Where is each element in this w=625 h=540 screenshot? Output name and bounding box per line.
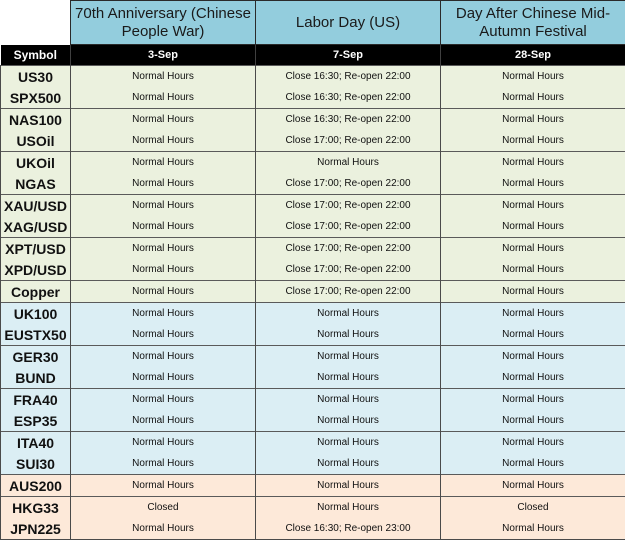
schedule-cell: Closed — [441, 497, 625, 519]
schedule-cell: Normal Hours — [441, 410, 625, 432]
schedule-body — [1, 66, 625, 540]
schedule-cell: Normal Hours — [71, 410, 256, 432]
schedule-cell: Normal Hours — [256, 389, 441, 411]
schedule-cell: Normal Hours — [441, 281, 625, 303]
schedule-cell: Close 16:30; Re-open 23:00 — [256, 518, 441, 540]
symbol-cell: ITA40 — [1, 432, 71, 454]
schedule-cell: Normal Hours — [441, 152, 625, 174]
table-row — [1, 173, 625, 195]
schedule-cell: Normal Hours — [71, 66, 256, 88]
schedule-cell: Normal Hours — [71, 453, 256, 475]
schedule-cell: Normal Hours — [256, 432, 441, 454]
symbol-cell: XAG/USD — [1, 216, 71, 238]
table-row — [1, 66, 625, 88]
schedule-cell: Normal Hours — [441, 367, 625, 389]
schedule-cell: Normal Hours — [71, 109, 256, 131]
schedule-cell: Close 17:00; Re-open 22:00 — [256, 173, 441, 195]
schedule-cell: Normal Hours — [256, 367, 441, 389]
symbol-cell: USOil — [1, 130, 71, 152]
schedule-cell: Normal Hours — [441, 389, 625, 411]
table-row — [1, 238, 625, 260]
schedule-cell: Normal Hours — [256, 497, 441, 519]
schedule-cell: Normal Hours — [256, 346, 441, 368]
table-row — [1, 324, 625, 346]
date-header-row — [1, 45, 625, 66]
table-row — [1, 87, 625, 109]
table-row — [1, 152, 625, 174]
table-row — [1, 367, 625, 389]
table-row — [1, 453, 625, 475]
schedule-cell: Normal Hours — [441, 518, 625, 540]
holiday-header-row — [1, 1, 625, 45]
date-header-3: 28-Sep — [441, 45, 625, 66]
symbol-cell: XPD/USD — [1, 259, 71, 281]
table-row — [1, 432, 625, 454]
symbol-cell: ESP35 — [1, 410, 71, 432]
table-row — [1, 216, 625, 238]
symbol-cell: UKOil — [1, 152, 71, 174]
schedule-cell: Normal Hours — [441, 173, 625, 195]
table-row — [1, 259, 625, 281]
schedule-cell: Close 16:30; Re-open 22:00 — [256, 87, 441, 109]
symbol-cell: EUSTX50 — [1, 324, 71, 346]
date-header-2: 7-Sep — [256, 45, 441, 66]
schedule-cell: Normal Hours — [441, 109, 625, 131]
date-header-1: 3-Sep — [71, 45, 256, 66]
symbol-cell: JPN225 — [1, 518, 71, 540]
symbol-cell: UK100 — [1, 303, 71, 325]
schedule-cell: Normal Hours — [71, 130, 256, 152]
schedule-cell: Close 16:30; Re-open 22:00 — [256, 66, 441, 88]
schedule-cell: Normal Hours — [441, 324, 625, 346]
schedule-cell: Normal Hours — [256, 410, 441, 432]
schedule-cell: Normal Hours — [71, 281, 256, 303]
schedule-cell: Normal Hours — [71, 518, 256, 540]
symbol-cell: NGAS — [1, 173, 71, 195]
schedule-cell: Normal Hours — [71, 152, 256, 174]
table-row — [1, 130, 625, 152]
schedule-cell: Normal Hours — [441, 87, 625, 109]
schedule-cell: Close 17:00; Re-open 22:00 — [256, 281, 441, 303]
schedule-cell: Normal Hours — [71, 303, 256, 325]
schedule-cell: Normal Hours — [441, 66, 625, 88]
schedule-cell: Normal Hours — [256, 303, 441, 325]
table-row — [1, 410, 625, 432]
schedule-cell: Close 17:00; Re-open 22:00 — [256, 130, 441, 152]
schedule-cell: Close 17:00; Re-open 22:00 — [256, 238, 441, 260]
schedule-cell: Normal Hours — [441, 346, 625, 368]
schedule-cell: Normal Hours — [71, 389, 256, 411]
schedule-cell: Normal Hours — [71, 346, 256, 368]
symbol-cell: SPX500 — [1, 87, 71, 109]
schedule-cell: Normal Hours — [441, 238, 625, 260]
schedule-cell: Close 17:00; Re-open 22:00 — [256, 216, 441, 238]
schedule-cell: Close 17:00; Re-open 22:00 — [256, 195, 441, 217]
symbol-cell: XPT/USD — [1, 238, 71, 260]
schedule-cell: Normal Hours — [256, 475, 441, 497]
schedule-cell: Normal Hours — [441, 453, 625, 475]
schedule-cell: Normal Hours — [71, 324, 256, 346]
schedule-cell: Normal Hours — [71, 216, 256, 238]
schedule-cell: Normal Hours — [71, 195, 256, 217]
symbol-cell: AUS200 — [1, 475, 71, 497]
schedule-cell: Normal Hours — [256, 324, 441, 346]
schedule-cell: Normal Hours — [71, 259, 256, 281]
schedule-cell: Normal Hours — [71, 173, 256, 195]
symbol-cell: Copper — [1, 281, 71, 303]
symbol-cell: FRA40 — [1, 389, 71, 411]
symbol-cell: BUND — [1, 367, 71, 389]
symbol-cell: NAS100 — [1, 109, 71, 131]
table-row — [1, 497, 625, 519]
schedule-cell: Normal Hours — [71, 475, 256, 497]
table-row — [1, 346, 625, 368]
schedule-cell: Normal Hours — [256, 152, 441, 174]
header-corner — [1, 1, 71, 45]
schedule-cell: Close 17:00; Re-open 22:00 — [256, 259, 441, 281]
holiday-header-2: Labor Day (US) — [256, 1, 441, 45]
symbol-cell: XAU/USD — [1, 195, 71, 217]
schedule-cell: Normal Hours — [441, 195, 625, 217]
symbol-column-header: Symbol — [1, 45, 71, 66]
schedule-cell: Normal Hours — [256, 453, 441, 475]
schedule-cell: Normal Hours — [71, 87, 256, 109]
table-row — [1, 303, 625, 325]
schedule-cell: Normal Hours — [441, 216, 625, 238]
schedule-cell: Normal Hours — [71, 367, 256, 389]
schedule-cell: Normal Hours — [441, 432, 625, 454]
schedule-cell: Normal Hours — [71, 238, 256, 260]
schedule-cell: Normal Hours — [441, 130, 625, 152]
table-row — [1, 281, 625, 303]
schedule-cell: Close 16:30; Re-open 22:00 — [256, 109, 441, 131]
schedule-cell: Normal Hours — [441, 259, 625, 281]
symbol-cell: HKG33 — [1, 497, 71, 519]
schedule-cell: Closed — [71, 497, 256, 519]
symbol-cell: US30 — [1, 66, 71, 88]
table-row — [1, 195, 625, 217]
table-row — [1, 389, 625, 411]
table-row — [1, 475, 625, 497]
holiday-header-3: Day After Chinese Mid-Autumn Festival — [441, 1, 625, 45]
symbol-cell: GER30 — [1, 346, 71, 368]
table-row — [1, 518, 625, 540]
schedule-cell: Normal Hours — [71, 432, 256, 454]
schedule-cell: Normal Hours — [441, 303, 625, 325]
holiday-header-1: 70th Anniversary (Chinese People War) — [71, 1, 256, 45]
symbol-cell: SUI30 — [1, 453, 71, 475]
schedule-cell: Normal Hours — [441, 475, 625, 497]
table-row — [1, 109, 625, 131]
